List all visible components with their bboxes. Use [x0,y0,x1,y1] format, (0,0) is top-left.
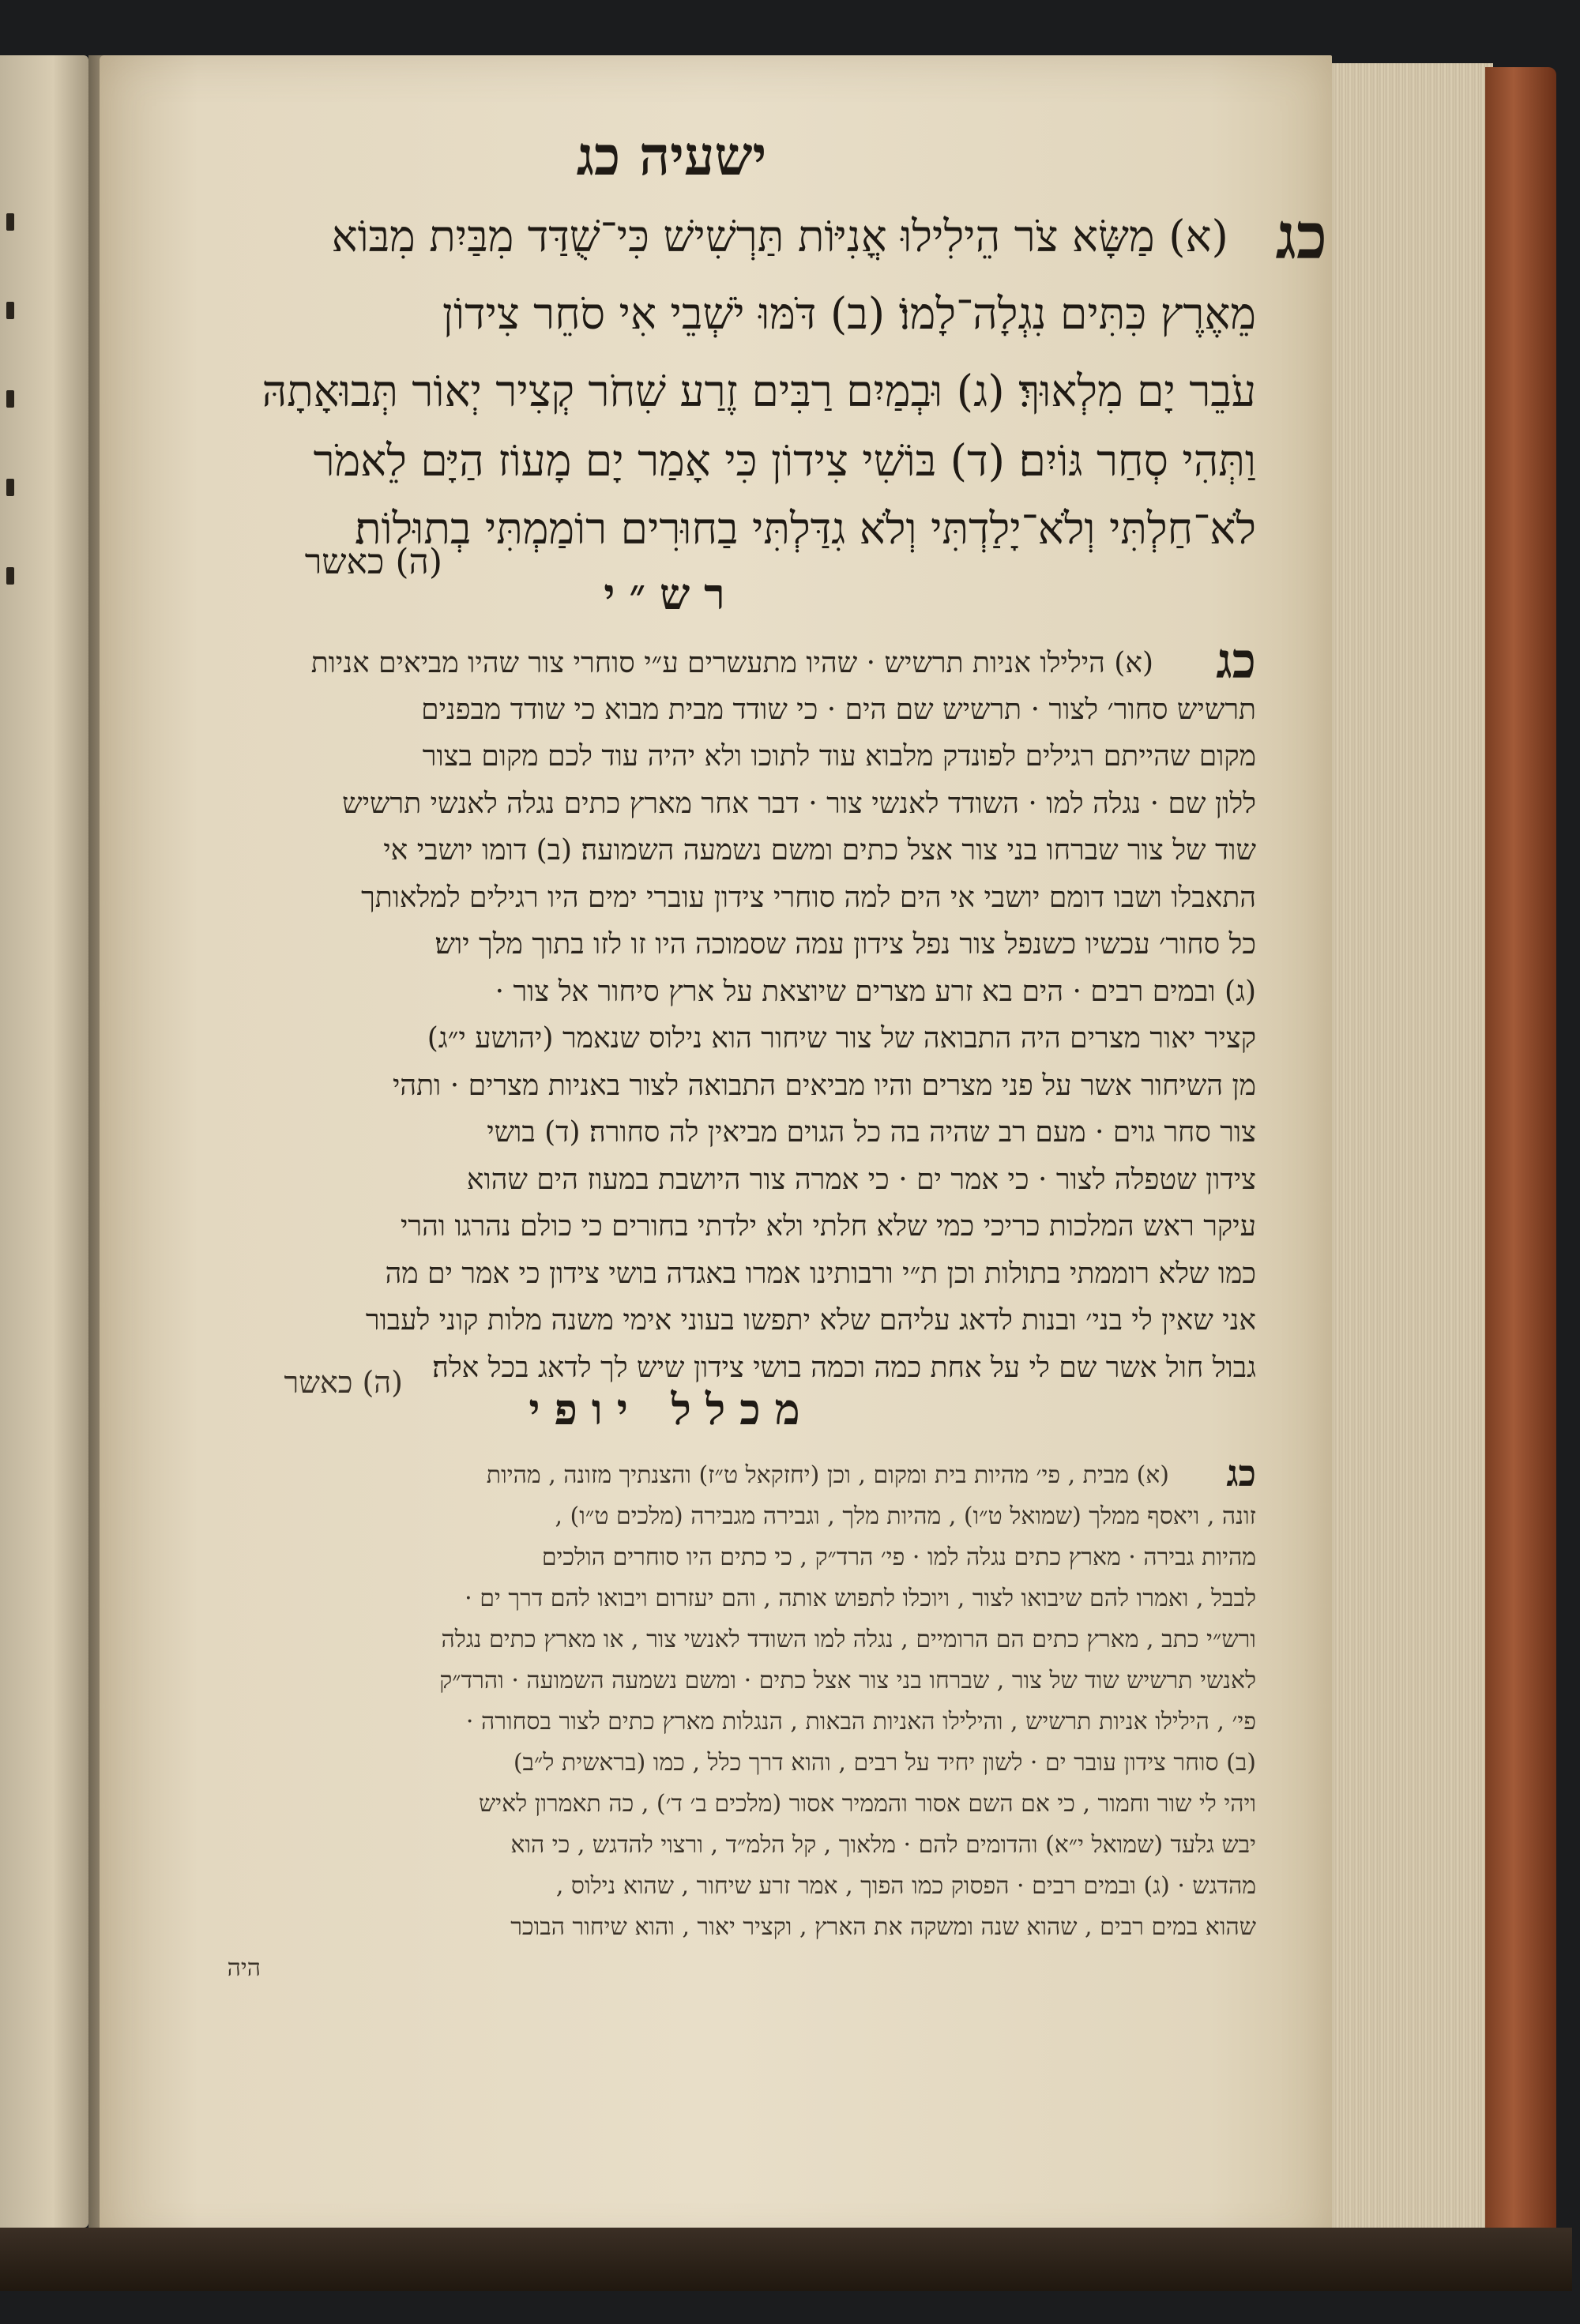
commentary-line-4: לבבל , ואמרו להם שיבואו לצור , ויוכלו לתפוש אותה , והם יעזרום ויבואו להם דרך ים · [465,1585,1256,1612]
scripture-line-4: וַתְּהִי סְחַר גּוֹיִם׃ (ד) בּוֹשִׁי צִידוֹן כִּי אָמַר יָם מָעוֹז הַיָּם לֵאמֹר [313,435,1256,486]
rashi-line-12: צידון שטפלה לצור · כי אמר ים · כי אמרה צור היושבת במעוז הים שהוא [466,1164,1256,1196]
scripture-line-2: מֵאֶרֶץ כִּתִּים נִגְלָה־לָמוֹ׃ (ב) דֹּמּוּ יֹשְׁבֵי אִי סֹחֵר צִידוֹן [442,288,1256,339]
scripture-line-5: לֹא־חַלְתִּי וְלֹא־יָלַדְתִּי וְלֹא גִדַּלְתִּי בַחוּרִים רוֹמַמְתִּי בְתוּלוֹת׃ [354,503,1256,554]
rashi-line-1: (א) הילילו אניות תרשיש · שהיו מתעשרים ע״י סוחרי צור שהיו מביאים אניות [310,647,1153,679]
page-edges [1327,63,1493,2243]
rashi-line-3: מקום שהייתם רגילים לפונדק מלבוא עוד לתוכו ולא יהיה עוד לכם מקום בצור [422,740,1256,773]
commentary-title: מכלל יופי [529,1384,814,1435]
rashi-title: רש״י [604,569,739,619]
rashi-line-4: ללון שם · נגלה למו · השודד לאנשי צור · דבר אחר מארץ כתים נגלה לאנשי תרשיש [342,788,1256,820]
rashi-line-2: תרשיש סחור׳ לצור · תרשיש שם הים · כי שודד מבית מבוא כי שודד מבפנים [421,694,1256,726]
facing-page [0,55,88,2228]
rashi-line-7: כל סחור׳ עכשיו כשנפל צור נפל צידון עמה שסמוכה היו זו לזו בתוך מלך יוש׃ [434,928,1256,961]
commentary-line-11: מהדגש · (ג) ובמים רבים · הפסוק כמו הפוך , אמר זרע שיחור , שהוא נילוס , [555,1872,1256,1900]
commentary-chapter-label: כג [1226,1452,1256,1495]
scripture-catchword: (ה) כאשר [304,542,442,582]
rashi-line-11: צור סחר גוים · מעם רב שהיה בה כל הגוים מביאין לה סחורה׃ (ד) בושי [487,1116,1256,1149]
rashi-line-6: התאבלו ושבו דומם יושבי אי הים למה סוחרי צידון עוברי ימים היו רגילים למלאותך [361,882,1256,914]
commentary-line-10: יבש גלעד (שמואל י״א) והדומים להם · מלאוך , קל הלמ״ד , ורצוי להדגש , כי הוא [510,1831,1256,1859]
commentary-line-5: ורש״י כתב , מארץ כתים הם הרומיים , נגלה למו השודד לאנשי צור , או מארץ כתים נגלה [441,1626,1256,1653]
facing-page-text-fragments [6,213,17,656]
commentary-catchword-line: היה [227,1954,261,1982]
commentary-line-12: שהוא במים רבים , שהוא שנה ומשקה את הארץ , וקציר יאור , והוא שיחור הבוכר [510,1913,1256,1941]
rashi-line-14: כמו שלא רוממתי בתולות וכן ת״י ורבותינו אמרו באגדה בושי צידון כי אמר ים מה [385,1258,1256,1290]
commentary-line-6: לאנשי תרשיש שוד של צור , שברחו בני צור אצל כתים · ומשם נשמעה השמועה · והרד״ק [439,1667,1256,1694]
commentary-line-8: (ב) סוחר צידון עובר ים · לשון יחיד על רבים , והוא דרך כלל , כמו (בראשית ל״ב) [513,1749,1256,1777]
rashi-line-15: אני שאין לי בני׳ ובנות לדאג עליהם שלא יתפשו בעוני אימי משנה מלות קוני לעבור [365,1304,1256,1337]
rashi-line-9: קציר יאור מצרים היה התבואה של צור שיחור הוא נילוס שנאמר (יהושע י״ג) [427,1022,1256,1055]
rashi-line-13: עיקר ראש המלכות כריכי כמי שלא חלתי ולא ילדתי בחורים כי כולם נהרגו והרי [400,1210,1256,1243]
rashi-chapter-label: כג [1216,632,1256,690]
rashi-line-8: (ג) ובמים רבים · הים בא זרע מצרים שיוצאת על ארץ סיחור אל צור · [495,976,1256,1008]
commentary-line-9: ויהי לי שור וחמור , כי אם השם אסור והממיר אסור (מלכים ב׳ ד׳) , כה תאמרון לאיש [479,1790,1256,1818]
scripture-line-1: (א) מַשָּׂא צֹר הֵילִילוּ אֳנִיּוֹת תַּרְשִׁישׁ כִּי־שֻׁדַּד מִבַּיִת מִבּוֹא [331,211,1228,261]
rashi-catchword: (ה) כאשר [284,1365,403,1400]
commentary-line-3: מהיות גבירה · מארץ כתים נגלה למו · פי׳ הרד״ק , כי כתים היו סוחרים הולכים [541,1544,1256,1571]
commentary-line-1: (א) מבית , פי׳ מהיות בית ומקום , וכן (יחזקאל ט״ז) והצנתיך מזונה , מהיות [486,1461,1169,1489]
rashi-line-16: גבול חול אשר שם לי על אחת כמה וכמה בושי צידון שיש לך לדאג בכל אלה׃ [432,1352,1256,1384]
running-header: ישעיה כג [576,125,767,188]
rashi-line-10: מן השיחור אשר על פני מצרים והיו מביאים התבואה לצור באניות מצרים · ותהי [392,1070,1256,1102]
book-bottom-board [0,2228,1572,2291]
commentary-line-7: פי׳ , הילילו אניות תרשיש , והילילו האניות הבאות , הנגלות מארץ כתים לצור בסחורה · [465,1708,1256,1735]
scripture-chapter-label: כג [1275,199,1327,273]
rashi-line-5: שוד של צור שברחו בני צור אצל כתים ומשם נשמעה השמועה׃ (ב) דומו יושבי אי [383,834,1256,867]
scripture-line-3: עֹבֵר יָם מִלְאוּךְ׃ (ג) וּבְמַיִם רַבִּים זֶרַע שִׁחֹר קְצִיר יְאוֹר תְּבוּאָתָהּ [261,366,1256,416]
commentary-line-2: זונה , ויאסף ממלך (שמואל ט״ו) , מהיות מלך , וגבירה מגבירה (מלכים ט״ו) , [555,1502,1256,1530]
book-cover-edge [1485,67,1556,2271]
